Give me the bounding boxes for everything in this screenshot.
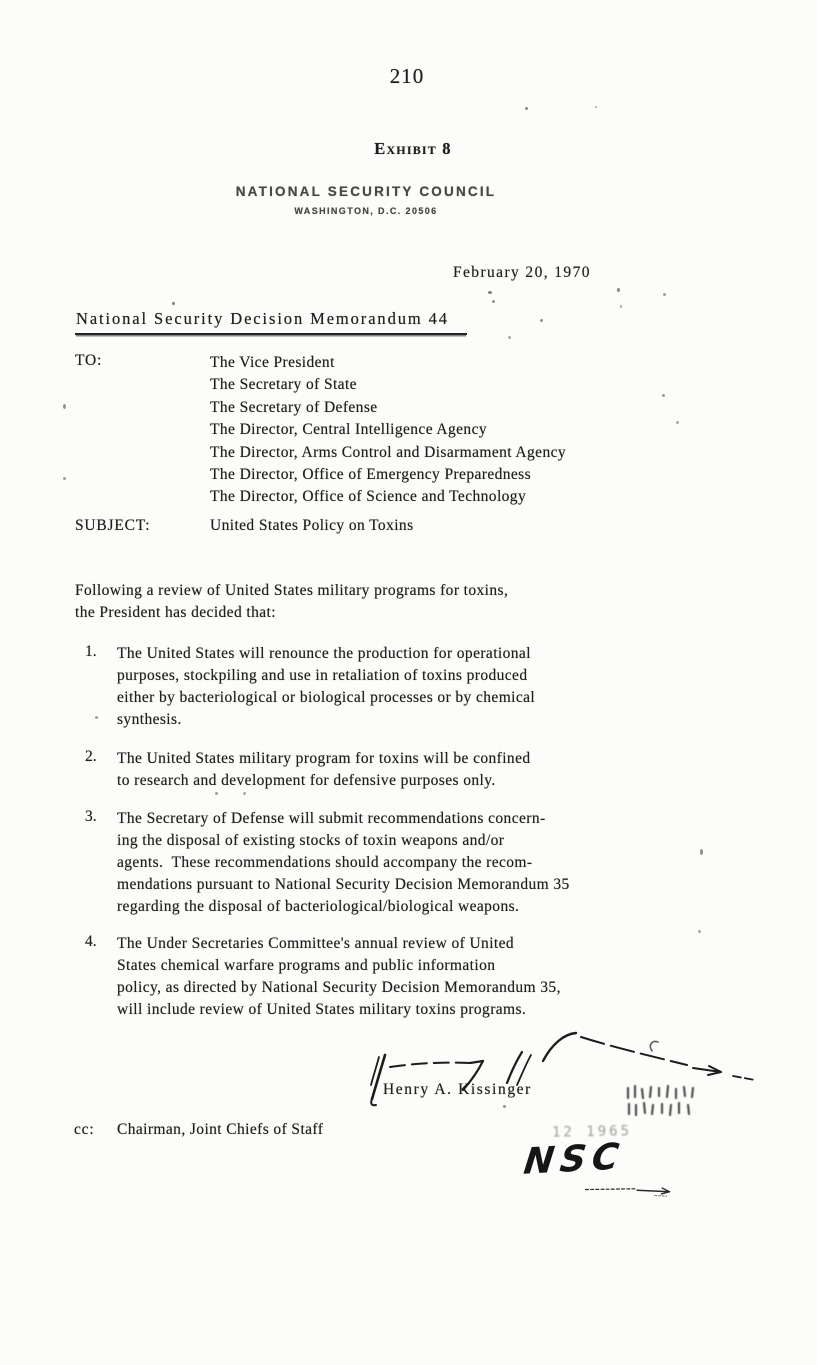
noise-speck bbox=[63, 477, 66, 480]
list-item-line: ing the disposal of existing stocks of toxin weapons and/or bbox=[117, 832, 505, 849]
intro-line: the President has decided that: bbox=[75, 604, 276, 622]
noise-speck bbox=[620, 305, 622, 308]
noise-speck bbox=[503, 1105, 506, 1108]
letterhead bbox=[116, 184, 616, 216]
memo-date: February 20, 1970 bbox=[453, 264, 591, 281]
list-item-line: The United States military program for toxins will be confined bbox=[117, 750, 531, 767]
list-item-number: 1. bbox=[85, 643, 97, 660]
recipient-line: The Director, Arms Control and Disarmament Agency bbox=[210, 443, 567, 461]
noise-speck bbox=[95, 716, 98, 719]
noise-speck bbox=[663, 293, 666, 296]
noise-speck bbox=[617, 288, 620, 292]
noise-speck bbox=[595, 106, 597, 108]
recipient-line: The Director, Central Intelligence Agency bbox=[210, 421, 488, 439]
cc-value: Chairman, Joint Chiefs of Staff bbox=[117, 1121, 324, 1138]
signature-name: Henry A. Kissinger bbox=[383, 1081, 532, 1098]
nsc-underline-arrow bbox=[584, 1183, 702, 1199]
recipient-line: The Director, Office of Emergency Preparedness bbox=[210, 466, 532, 484]
stamp-smudge bbox=[622, 1080, 706, 1120]
list-item-line: regarding the disposal of bacteriological/biological weapons. bbox=[117, 898, 520, 915]
handwritten-nsc-annotation: NSC bbox=[521, 1136, 627, 1183]
exhibit-heading: Exhibit 8 bbox=[374, 139, 452, 158]
letterhead-organization: NATIONAL SECURITY COUNCIL bbox=[235, 184, 497, 199]
list-item-line: either by bacteriological or biological processes or by chemical bbox=[117, 689, 536, 706]
noise-speck bbox=[508, 336, 511, 339]
list-item-line: mendations pursuant to National Security Decision Memorandum 35 bbox=[117, 876, 570, 893]
list-item-line: States chemical warfare programs and public information bbox=[117, 957, 496, 974]
letterhead-address: WASHINGTON, D.C. 20506 bbox=[294, 206, 438, 216]
recipient-line: The Secretary of State bbox=[210, 376, 357, 394]
noise-speck bbox=[172, 302, 175, 305]
list-item-line: The United States will renounce the production for operational bbox=[117, 645, 531, 662]
date-stamp-faint: 12 1965 bbox=[551, 1123, 633, 1141]
recipient-line: The Secretary of Defense bbox=[210, 398, 378, 416]
page-number: 210 bbox=[389, 64, 425, 88]
list-item bbox=[117, 808, 570, 918]
noise-speck bbox=[63, 404, 66, 409]
noise-speck bbox=[662, 394, 665, 397]
intro-paragraph bbox=[75, 580, 508, 625]
list-item-line: The Under Secretaries Committee's annual review of United bbox=[117, 935, 515, 952]
recipient-list bbox=[210, 352, 566, 509]
noise-speck bbox=[243, 792, 246, 795]
noise-speck bbox=[700, 849, 703, 855]
subject-value: United States Policy on Toxins bbox=[210, 517, 414, 534]
cc-label: cc: bbox=[74, 1121, 95, 1138]
list-item bbox=[117, 748, 531, 792]
list-item-line: The Secretary of Defense will submit recommendations concern- bbox=[117, 810, 546, 827]
list-item-number: 4. bbox=[85, 933, 97, 950]
recipient-line: The Vice President bbox=[210, 354, 335, 371]
memo-title: National Security Decision Memorandum 44 bbox=[75, 309, 467, 335]
list-item bbox=[117, 643, 535, 731]
noise-speck bbox=[488, 291, 492, 294]
list-item-line: synthesis. bbox=[117, 711, 182, 728]
intro-line: Following a review of United States military programs for toxins, bbox=[75, 582, 509, 599]
list-item-line: purposes, stockpiling and use in retaliation of toxins produced bbox=[117, 667, 528, 684]
list-item-number: 3. bbox=[85, 808, 97, 825]
noise-speck bbox=[676, 421, 679, 424]
noise-speck bbox=[215, 792, 218, 795]
list-item bbox=[117, 933, 561, 1021]
noise-speck bbox=[540, 319, 543, 322]
list-item-line: to research and development for defensive purposes only. bbox=[117, 772, 496, 789]
list-item-line: will include review of United States military toxins programs. bbox=[117, 1001, 527, 1018]
subject-label: SUBJECT: bbox=[75, 517, 151, 534]
list-item-line: policy, as directed by National Security Decision Memorandum 35, bbox=[117, 979, 561, 996]
recipient-line: The Director, Office of Science and Technology bbox=[210, 488, 527, 506]
list-item-line: agents. These recommendations should accompany the recom- bbox=[117, 854, 533, 871]
noise-speck bbox=[492, 300, 495, 303]
to-label: TO: bbox=[75, 352, 103, 369]
signature-ink-scrawl bbox=[335, 1025, 815, 1113]
noise-speck bbox=[698, 930, 701, 933]
noise-speck bbox=[525, 107, 528, 110]
list-item-number: 2. bbox=[85, 748, 97, 765]
